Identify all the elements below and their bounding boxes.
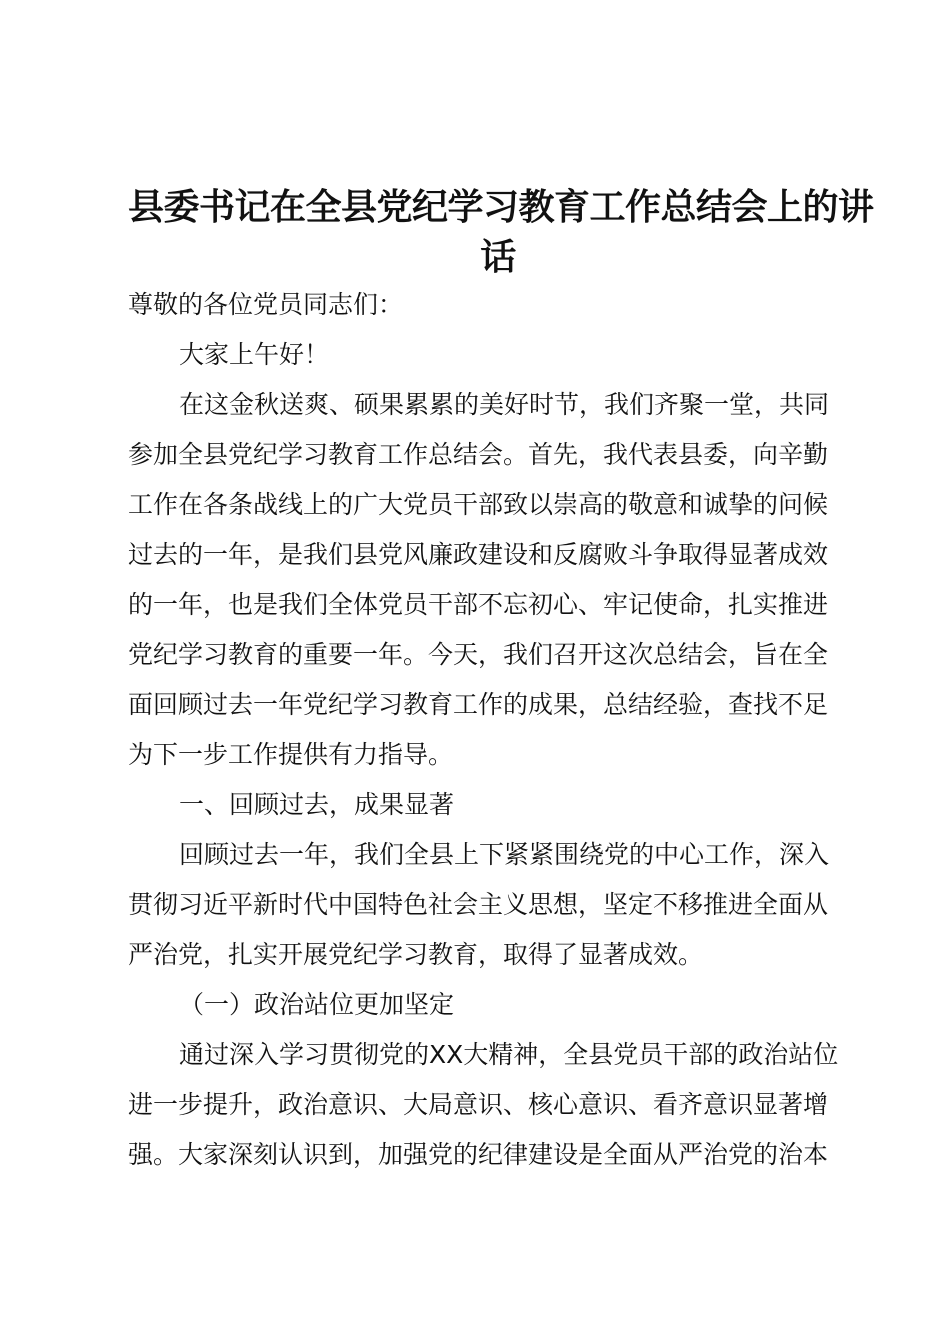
greeting: 大家上午好！ xyxy=(179,340,330,369)
paragraph-line: 工作在各条战线上的广大党员干部致以崇高的敬意和诚挚的问候 xyxy=(128,490,829,519)
paragraph-line: 回顾过去一年，我们全县上下紧紧围绕党的中心工作，深入 xyxy=(179,840,830,869)
title-line: 话 xyxy=(480,237,516,278)
paragraph-line: 过去的一年，是我们县党风廉政建设和反腐败斗争取得显著成效 xyxy=(128,540,829,569)
paragraph-line: 的一年，也是我们全体党员干部不忘初心、牢记使命，扎实推进 xyxy=(128,590,829,619)
paragraph-line: 进一步提升，政治意识、大局意识、核心意识、看齐意识显著增 xyxy=(128,1090,829,1119)
paragraph-line: 在这金秋送爽、硕果累累的美好时节，我们齐聚一堂，共同 xyxy=(179,390,830,419)
paragraph-line: 贯彻习近平新时代中国特色社会主义思想，坚定不移推进全面从 xyxy=(128,890,829,919)
paragraph-line: 面回顾过去一年党纪学习教育工作的成果，总结经验，查找不足 xyxy=(128,690,829,719)
paragraph-line: 通过深入学习贯彻党的XX大精神，全县党员干部的政治站位 xyxy=(179,1040,839,1069)
document-title xyxy=(128,183,874,283)
paragraph-line: 为下一步工作提供有力指导。 xyxy=(128,740,454,769)
salutation: 尊敬的各位党员同志们： xyxy=(128,290,404,319)
paragraph-line: 强。大家深刻认识到，加强党的纪律建设是全面从严治党的治本 xyxy=(128,1140,829,1169)
title-line: 县委书记在全县党纪学习教育工作总结会上的讲 xyxy=(128,187,874,228)
paragraph-line: 参加全县党纪学习教育工作总结会。首先，我代表县委，向辛勤 xyxy=(128,440,829,469)
subsection-heading: （一）政治站位更加坚定 xyxy=(179,990,455,1019)
paragraph-line: 严治党，扎实开展党纪学习教育，取得了显著成效。 xyxy=(128,940,704,969)
section-heading: 一、回顾过去，成果显著 xyxy=(179,790,455,819)
paragraph-line: 党纪学习教育的重要一年。今天，我们召开这次总结会，旨在全 xyxy=(128,640,829,669)
document-body xyxy=(128,280,850,1180)
